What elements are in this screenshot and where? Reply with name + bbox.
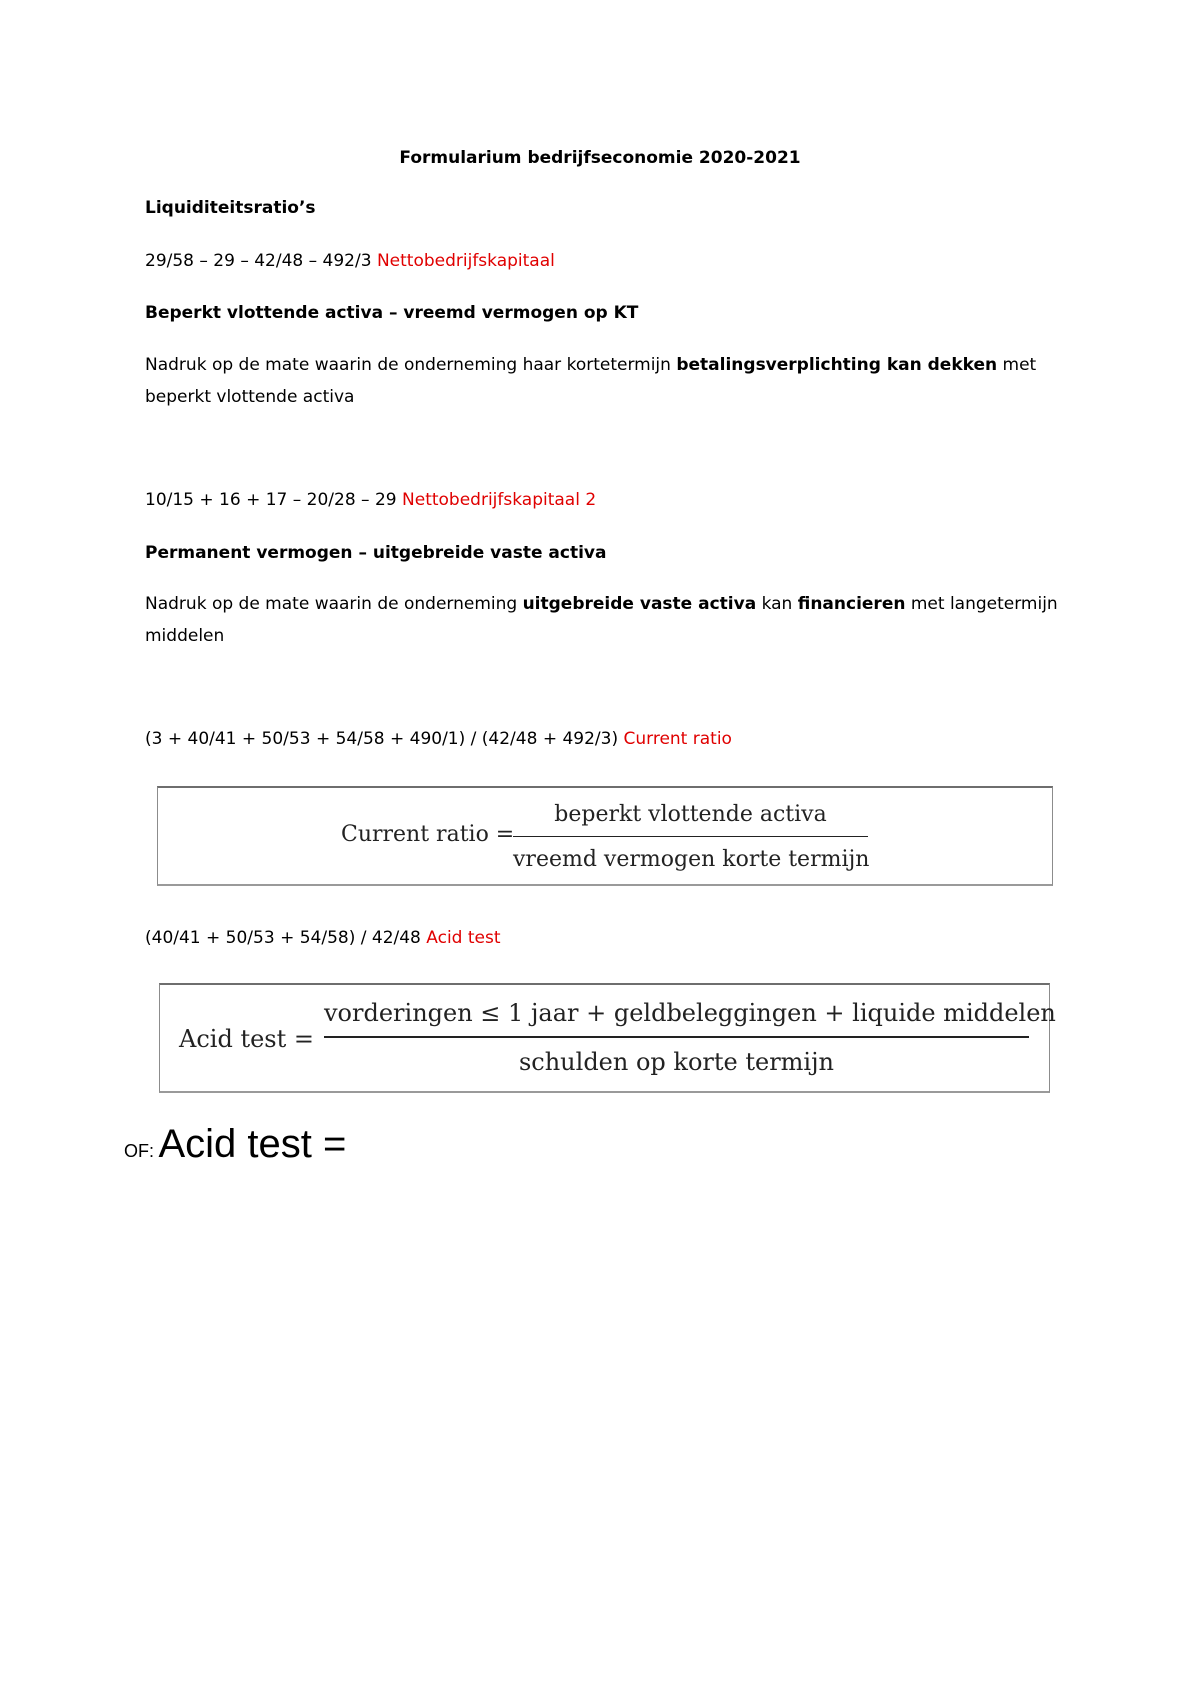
formula-line-acid-test	[145, 922, 501, 954]
formula-fraction	[513, 798, 868, 877]
fraction-bar	[513, 836, 868, 837]
formula-expression: 29/58 – 29 – 42/48 – 492/3	[145, 251, 377, 271]
acid-test-formula-box	[159, 983, 1056, 1093]
formula-label: Current ratio	[623, 729, 732, 749]
alternative-text: Acid test =	[158, 1122, 347, 1166]
description-emphasis: uitgebreide vaste activa	[522, 594, 757, 614]
formula-label: Nettobedrijfskapitaal	[376, 251, 555, 271]
formula-line-netto-1	[145, 245, 555, 277]
description-text: kan	[756, 594, 798, 614]
definition-line: Permanent vermogen – uitgebreide vaste activa	[145, 543, 607, 563]
formula-line-current-ratio	[145, 723, 732, 755]
formula-expression: (3 + 40/41 + 50/53 + 54/58 + 490/1) / (42/48 + 492/3)	[145, 729, 624, 749]
formula-label: Acid test	[426, 928, 501, 948]
formula-expression: 10/15 + 16 + 17 – 20/28 – 29	[145, 490, 403, 510]
description-text: met beperkt vlottende activa	[145, 355, 1037, 407]
formula-label: Nettobedrijfskapitaal 2	[402, 490, 597, 510]
description-paragraph	[145, 588, 1065, 652]
description-emphasis: betalingsverplichting kan dekken	[676, 355, 998, 375]
formula-expression: (40/41 + 50/53 + 54/58) / 42/48	[145, 928, 427, 948]
description-text: Nadruk op de mate waarin de onderneming	[145, 594, 523, 614]
fraction-bar	[324, 1036, 1029, 1038]
description-emphasis: financieren	[797, 594, 906, 614]
alternative-prefix: OF:	[124, 1141, 154, 1161]
description-text: met langetermijn middelen	[145, 594, 1058, 646]
formula-numerator: vorderingen ≤ 1 jaar + geldbeleggingen + liquide middelen	[324, 999, 1056, 1027]
description-paragraph	[145, 349, 1065, 413]
formula-denominator: schulden op korte termijn	[518, 1048, 835, 1076]
formula-line-netto-2	[145, 484, 596, 516]
formula-lhs: Current ratio =	[341, 822, 515, 847]
description-text: Nadruk op de mate waarin de onderneming haar kortetermijn	[145, 355, 677, 375]
alternative-formula-line	[124, 1122, 346, 1167]
formula-numerator: beperkt vlottende activa	[554, 802, 827, 827]
formula-denominator: vreemd vermogen korte termijn	[513, 847, 870, 872]
current-ratio-formula-box	[157, 786, 1053, 886]
document-title: Formularium bedrijfseconomie 2020-2021	[399, 148, 801, 168]
section-heading: Liquiditeitsratio’s	[145, 198, 316, 218]
formula-lhs: Acid test =	[179, 1025, 314, 1053]
formula-fraction	[324, 995, 1056, 1080]
definition-line: Beperkt vlottende activa – vreemd vermogen op KT	[145, 303, 639, 323]
